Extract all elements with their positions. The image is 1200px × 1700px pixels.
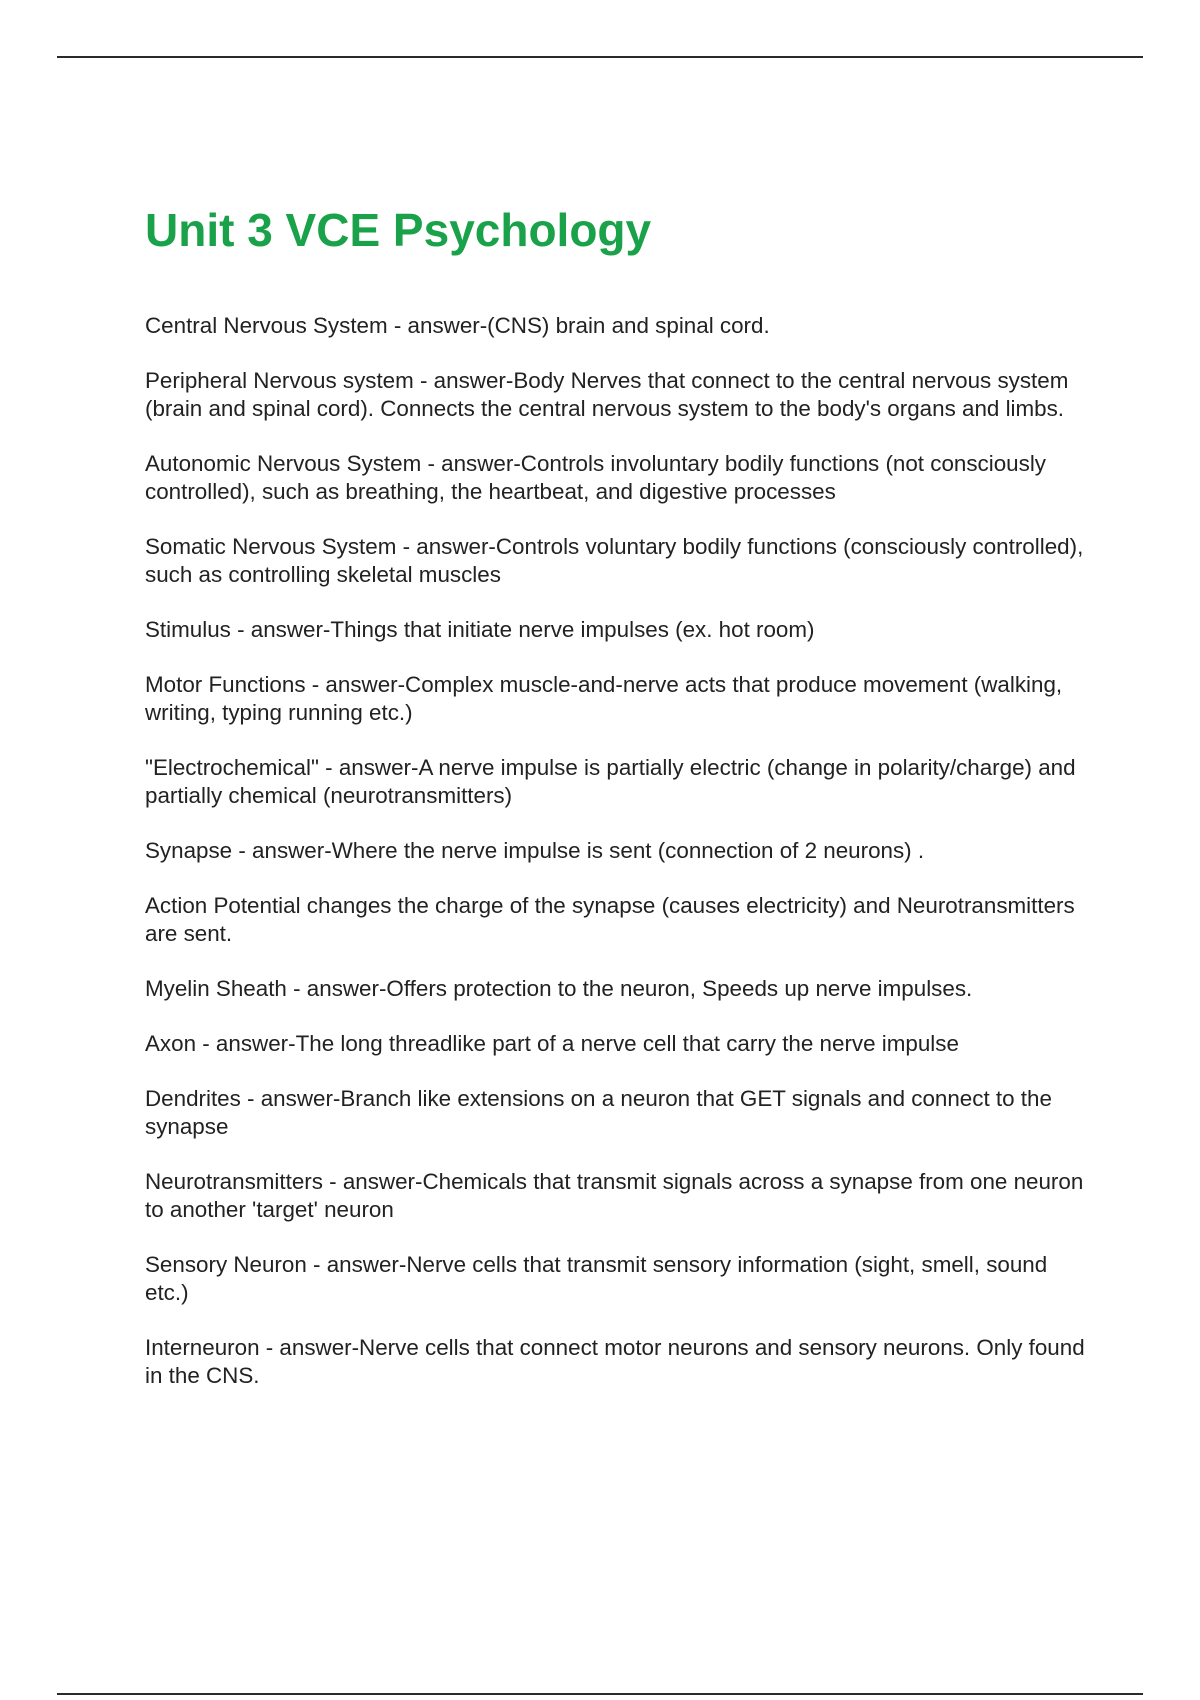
flashcard-entry-synapse: Synapse - answer-Where the nerve impulse is sent (connection of 2 neurons) . [145, 838, 925, 863]
flashcard-entry-autonomic-nervous-system: Autonomic Nervous System - answer-Controls involuntary bodily functions (not consciously controlled), such as breathing, the heartbeat, and digestive processes [145, 451, 1046, 504]
flashcard-entry-axon: Axon - answer-The long threadlike part of a nerve cell that carry the nerve impulse [145, 1031, 959, 1056]
flashcard-entry-stimulus: Stimulus - answer-Things that initiate nerve impulses (ex. hot room) [145, 617, 815, 642]
flashcard-entry-sensory-neuron: Sensory Neuron - answer-Nerve cells that transmit sensory information (sight, smell, sound etc.) [145, 1252, 1048, 1305]
flashcard-entry-neurotransmitters: Neurotransmitters - answer-Chemicals that transmit signals across a synapse from one neuron to another 'target' neuron [145, 1169, 1084, 1222]
flashcard-list [145, 312, 1095, 1417]
page-title: Unit 3 VCE Psychology [145, 204, 652, 256]
header-rule [57, 56, 1143, 58]
footer-rule [57, 1693, 1143, 1695]
flashcard-entry-motor-functions: Motor Functions - answer-Complex muscle-and-nerve acts that produce movement (walking, writing, typing running etc.) [145, 672, 1063, 725]
flashcard-entry-peripheral-nervous-system: Peripheral Nervous system - answer-Body Nerves that connect to the central nervous system (brain and spinal cord). Connects the central nervous system to the body's organs and limbs. [145, 368, 1069, 421]
flashcard-entry-electrochemical: "Electrochemical" - answer-A nerve impulse is partially electric (change in polarity/charge) and partially chemical (neurotransmitters) [145, 755, 1076, 808]
flashcard-entry-action-potential: Action Potential changes the charge of the synapse (causes electricity) and Neurotransmitters are sent. [145, 893, 1075, 946]
flashcard-entry-myelin-sheath: Myelin Sheath - answer-Offers protection to the neuron, Speeds up nerve impulses. [145, 976, 973, 1001]
flashcard-entry-interneuron: Interneuron - answer-Nerve cells that connect motor neurons and sensory neurons. Only found in the CNS. [145, 1335, 1085, 1388]
flashcard-entry-somatic-nervous-system: Somatic Nervous System - answer-Controls voluntary bodily functions (consciously controlled), such as controlling skeletal muscles [145, 534, 1084, 587]
flashcard-entry-central-nervous-system: Central Nervous System - answer-(CNS) brain and spinal cord. [145, 313, 770, 338]
flashcard-entry-dendrites: Dendrites - answer-Branch like extensions on a neuron that GET signals and connect to the synapse [145, 1086, 1052, 1139]
